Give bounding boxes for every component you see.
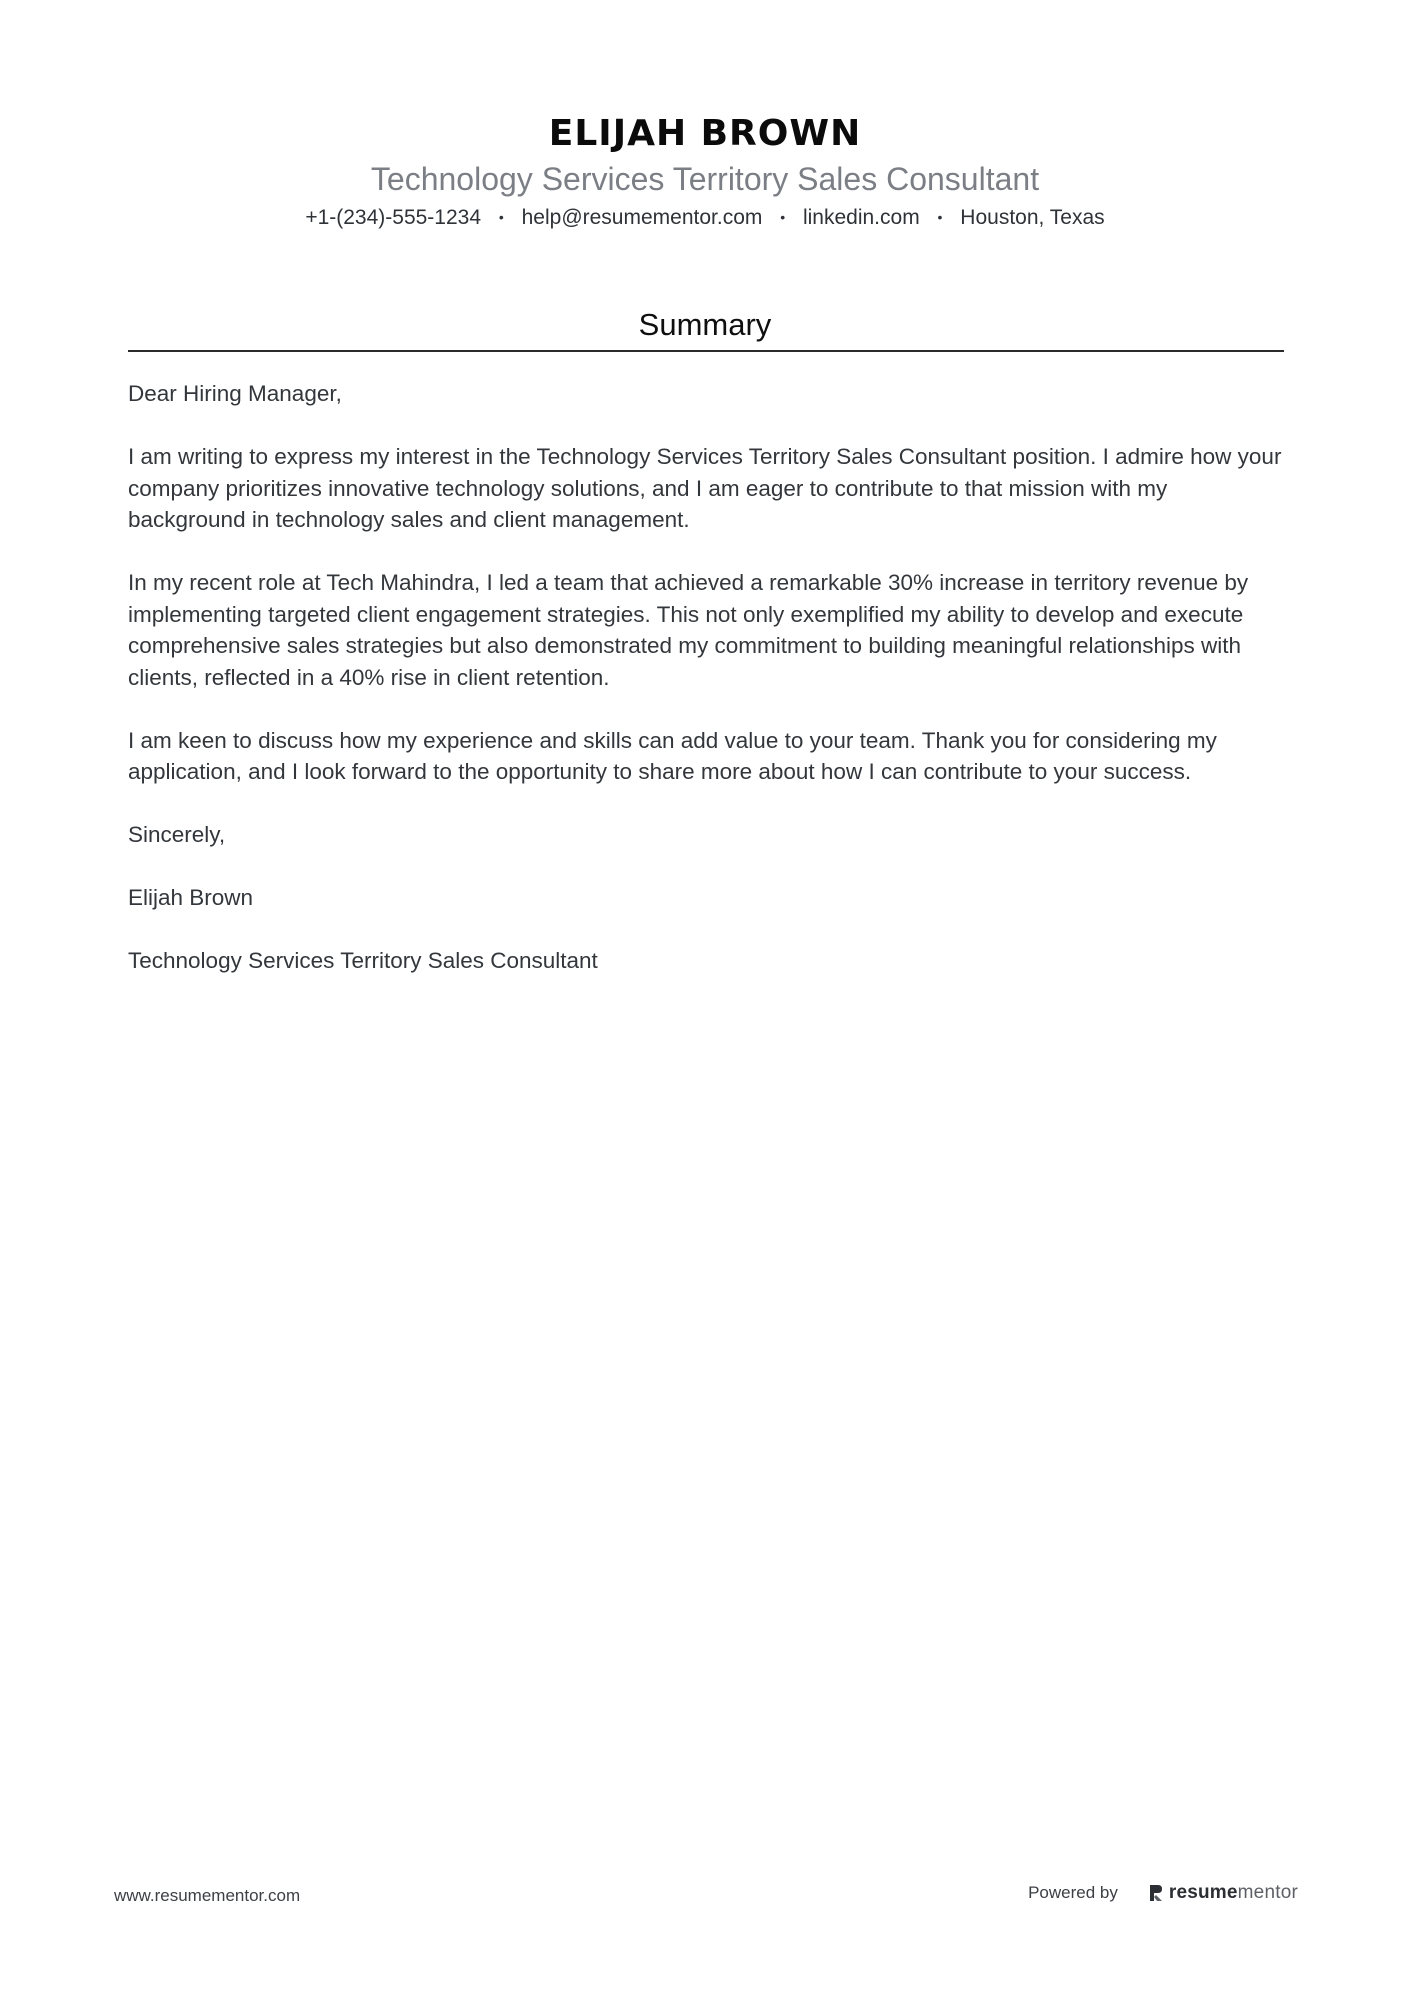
contact-phone: +1-(234)-555-1234	[305, 206, 482, 229]
candidate-job-title: Technology Services Territory Sales Consultant	[370, 161, 1040, 197]
resumementor-brand[interactable]	[1148, 1882, 1298, 1904]
letter-header	[0, 112, 1410, 231]
brand-name-bold: resume	[1168, 1882, 1238, 1903]
contact-linkedin[interactable]: linkedin.com	[802, 206, 920, 229]
contact-line	[0, 204, 1410, 231]
letter-paragraph: In my recent role at Tech Mahindra, I led a team that achieved a remarkable 30% increase in territory revenue by implementing targeted client engagement strategies. This not only exemplified my ability to develop and execute comprehensive sales strategies but also demonstrated my commitment to building meaningful relationships with clients, reflected in a 40% rise in client retention.	[128, 570, 1249, 690]
letter-body	[128, 378, 1284, 1008]
brand-name-light: mentor	[1237, 1882, 1298, 1903]
contact-email[interactable]: help@resumementor.com	[521, 206, 763, 229]
letter-paragraph: I am keen to discuss how my experience and skills can add value to your team. Thank you for considering my application, and I look forward to the opportunity to share more about how I can contribute to your success.	[128, 727, 1217, 784]
contact-separator: •	[498, 209, 504, 225]
letter-closing: Sincerely,	[128, 822, 226, 847]
contact-separator: •	[780, 209, 786, 225]
resumementor-logo-icon	[1148, 1883, 1164, 1903]
letter-paragraph: I am writing to express my interest in the Technology Services Territory Sales Consultant position. I admire how your company prioritizes innovative technology solutions, and I am eager to contribute to that mission with my background in technology sales and client management.	[128, 444, 1282, 532]
candidate-name: ELIJAH BROWN	[548, 113, 862, 154]
signature-title: Technology Services Territory Sales Consultant	[128, 948, 598, 973]
contact-location: Houston, Texas	[960, 206, 1105, 229]
footer-website[interactable]: www.resumementor.com	[114, 1886, 301, 1905]
summary-heading: Summary	[638, 307, 772, 342]
letter-greeting: Dear Hiring Manager,	[128, 381, 342, 406]
contact-separator: •	[937, 209, 943, 225]
signature-name: Elijah Brown	[128, 885, 254, 910]
section-divider	[128, 350, 1284, 352]
footer-branding	[1028, 1882, 1298, 1904]
powered-by-label: Powered by	[1028, 1883, 1118, 1902]
